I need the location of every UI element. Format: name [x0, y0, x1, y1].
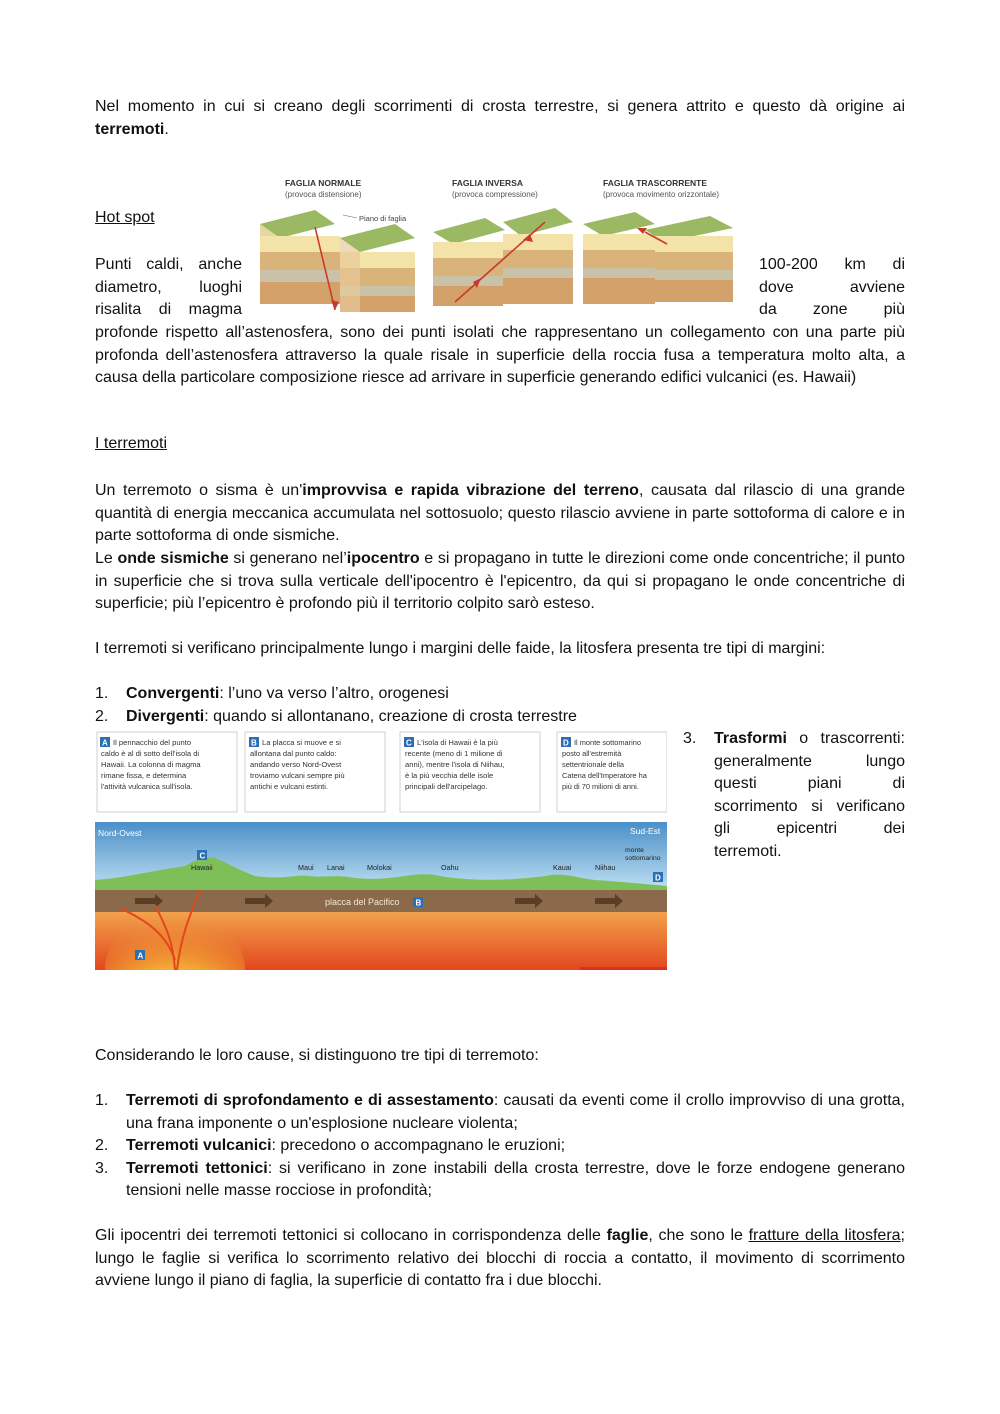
- hawaii-hotspot-figure: [95, 730, 667, 970]
- panel-title-1: FAGLIA NORMALE: [285, 178, 362, 188]
- svg-text:L'isola di Hawaii è la più: L'isola di Hawaii è la più recente (meno di 1 milione di anni), mentre l'isola di Niihau, è la più vecchia delle isole principali dell'arcipelago.: [405, 738, 505, 791]
- south-east-label: Sud-Est: [630, 826, 661, 836]
- svg-text:B: B: [251, 738, 257, 748]
- island-label-maui: Maui: [298, 863, 314, 872]
- island-label-hawaii: Hawaii: [191, 863, 213, 872]
- island-label-lanai: Lanai: [327, 863, 345, 872]
- intro-paragraph: Nel momento in cui si creano degli scorrimenti di crosta terrestre, si genera attrito e questo dà origine ai terremoti.: [95, 98, 905, 138]
- island-label-niihau: Niihau: [595, 863, 616, 872]
- fault-plane-label: Piano di faglia: [359, 214, 407, 223]
- list-item: 1. Convergenti: l’uno va verso l’altro, orogenesi: [95, 685, 449, 702]
- types-list: [95, 1090, 905, 1203]
- svg-text:C: C: [199, 851, 206, 861]
- svg-text:Il monte sottomarino pos: Il monte sottomarino posto all'estremità settentrionale della Catena dell'Imperatore ha più di 70 milioni di anni.: [562, 738, 647, 791]
- bold-term: terremoti: [95, 120, 165, 138]
- panel-sub-1: (provoca distensione): [285, 190, 362, 199]
- margins-intro: I terremoti si verificano principalmente lungo i margini delle faide, la litosfera presenta tre tipi di margini:: [95, 640, 826, 657]
- list-item: 2. Terremoti vulcanici: precedono o accompagnano le eruzioni;: [95, 1137, 566, 1155]
- hotspot-right-column: 100-200 km di dove avviene da zone più: [759, 256, 905, 319]
- list-item: 1. Terremoti di sprofondamento e di assestamento: causati da eventi come il crollo improvviso di una grotta, una frana imponente o un'esplosione nucleare violenta;: [95, 1092, 906, 1132]
- note-card-b: [245, 732, 385, 812]
- hotspot-heading: Hot spot: [95, 209, 155, 226]
- list-item: 2. Divergenti: quando si allontanano, creazione di crosta terrestre: [95, 707, 577, 725]
- svg-text:A: A: [137, 951, 144, 961]
- earthquakes-paragraph-2: Le onde sismiche si generano nel’ipocentro e si propagano in tutte le direzioni come onde concentriche; il punto in superficie che si trova sulla verticale dell'ipocentro è l'epicentro, da qui si propagano le onde concentriche di superficie; più l’epicentro è profondo più il territorio colpito sarò esteso.: [95, 550, 905, 613]
- seamount-label: monte sottomarino: [625, 847, 661, 862]
- fault-types-figure: [255, 172, 755, 322]
- panel-title-2: FAGLIA INVERSA: [452, 178, 523, 188]
- types-intro: Considerando le loro cause, si distinguono tre tipi di terremoto:: [95, 1047, 539, 1064]
- svg-text:La placca si muove e si: La placca si muove e si allontana dal punto caldo: andando verso Nord-Ovest troviamo vulcani sempre più antichi e vulcani estinti.: [250, 738, 345, 791]
- plate-label: placca del Pacifico: [325, 897, 400, 907]
- svg-text:C: C: [406, 738, 412, 748]
- svg-text:D: D: [655, 873, 661, 883]
- north-west-label: Nord-Ovest: [98, 828, 142, 838]
- panel-sub-3: (provoca movimento orizzontale): [603, 190, 720, 199]
- hotspot-paragraph: profonde rispetto all’astenosfera, sono dei punti isolati che rappresentano un collegamento con una parte più profonda dell’astenosfera attraverso la quale risale in superficie della roccia fusa a temperatura molto alta, a causa della particolare composizione riesce ad arrivare in superficie generando edifici vulcanici (es. Hawaii): [95, 324, 905, 387]
- hotspot-left-column: Punti caldi, anche diametro, luoghi risalita di magma: [95, 256, 242, 319]
- island-label-molokai: Molokai: [367, 863, 392, 872]
- final-paragraph: Gli ipocentri dei terremoti tettonici si collocano in corrispondenza delle faglie, che sono le fratture della litosfera; lungo le faglie si verifica lo scorrimento relativo dei blocchi di roccia a contatto, il movimento di scorrimento avviene lungo il piano di faglia, la superficie di contatto fra i due blocchi.: [95, 1227, 905, 1290]
- island-label-oahu: Oahu: [441, 863, 459, 872]
- margins-item-3: 3. Trasformi o trascorrenti: generalmente lungo questi piani di scorrimento si verificano gli epicentri dei terremoti.: [683, 730, 905, 860]
- svg-text:Il pennacchio del punto: Il pennacchio del punto caldo è al di sotto dell'isola di Hawaii. La colonna di magma rimane fissa, e determina l'attività vulcanica sull'isola.: [101, 738, 201, 791]
- svg-text:B: B: [415, 898, 422, 908]
- island-label-kauai: Kauai: [553, 863, 572, 872]
- margins-list: [95, 683, 905, 728]
- earthquakes-paragraph-1: Un terremoto o sisma è un'improvvisa e rapida vibrazione del terreno, causata dal rilascio di una grande quantità di energia meccanica accumulata nel sottosuolo; questo rilascio avviene in parte sottoforma di calore e in parte sottoforma di onde sismiche.: [95, 482, 906, 545]
- svg-text:A: A: [102, 738, 108, 748]
- note-card-a: [97, 732, 237, 812]
- panel-sub-2: (provoca compressione): [452, 190, 538, 199]
- note-card-d: [557, 732, 667, 812]
- earthquakes-heading: I terremoti: [95, 435, 168, 452]
- svg-text:D: D: [563, 738, 569, 748]
- panel-title-3: FAGLIA TRASCORRENTE: [603, 178, 708, 188]
- note-card-c: [400, 732, 540, 812]
- list-item: 3. Terremoti tettonici: si verificano in zone instabili della crosta terrestre, dove le forze endogene generano tensioni nelle masse rocciose in profondità;: [95, 1159, 906, 1200]
